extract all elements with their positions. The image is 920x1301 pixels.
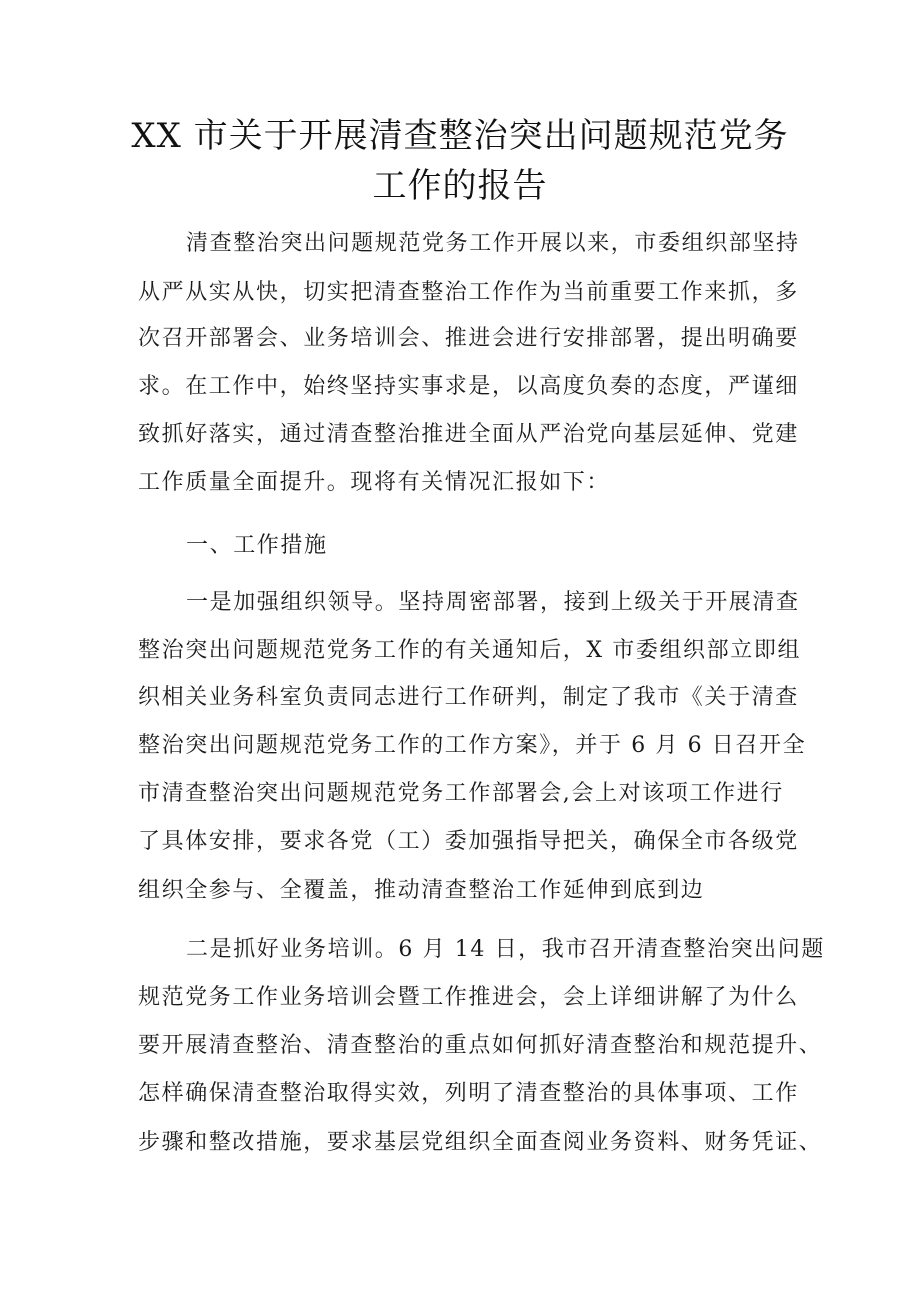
paragraph-3-line: 二是抓好业务培训。6 月 14 日，我市召开清查整治突出问题 [186,937,825,962]
paragraph-2-line: 组织全参与、全覆盖，推动清查整治工作延伸到底到边 [138,878,705,903]
paragraph-1-line: 次召开部署会、业务培训会、推进会进行安排部署，提出明确要 [138,326,799,351]
paragraph-2-line: 一是加强组织领导。坚持周密部署，接到上级关于开展清查 [186,590,800,615]
paragraph-3-line: 要开展清查整治、清查整治的重点如何抓好清查整治和规范提升、 [138,1033,823,1058]
document-title-line-1: XX 市关于开展清查整治突出问题规范党务 [131,116,789,156]
paragraph-3-line: 怎样确保清查整治取得实效，列明了清查整治的具体事项、工作 [138,1081,799,1106]
paragraph-1-line: 从严从实从快，切实把清查整治工作作为当前重要工作来抓，多 [138,280,799,305]
document-title-line-2: 工作的报告 [372,166,548,206]
paragraph-2-line: 市清查整治突出问题规范党务工作部署会,会上对该项工作进行 [138,781,784,806]
section-heading: 一、工作措施 [186,533,328,558]
paragraph-1-line: 求。在工作中，始终坚持实事求是，以高度负奏的态度，严谨细 [138,374,799,399]
paragraph-2-line: 整治突出问题规范党务工作的有关通知后，X 市委组织部立即组 [138,638,802,663]
paragraph-3-line: 步骤和整改措施，要求基层党组织全面查阅业务资料、财务凭证、 [138,1130,823,1155]
paragraph-1-line: 工作质量全面提升。现将有关情况汇报如下： [138,470,611,495]
paragraph-3-line: 规范党务工作业务培训会暨工作推进会，会上详细讲解了为什么 [138,985,799,1010]
paragraph-2-line: 整治突出问题规范党务工作的工作方案》，并于 6 月 6 日召开全 [138,733,807,758]
paragraph-1-line: 清查整治突出问题规范党务工作开展以来，市委组织部坚持 [186,231,800,256]
paragraph-2-line: 了具体安排，要求各党（工）委加强指导把关，确保全市各级党 [138,829,799,854]
paragraph-1-line: 致抓好落实，通过清查整治推进全面从严治党向基层延伸、党建 [138,422,799,447]
paragraph-2-line: 织相关业务科室负责同志进行工作研判，制定了我市《关于清查 [138,685,799,710]
